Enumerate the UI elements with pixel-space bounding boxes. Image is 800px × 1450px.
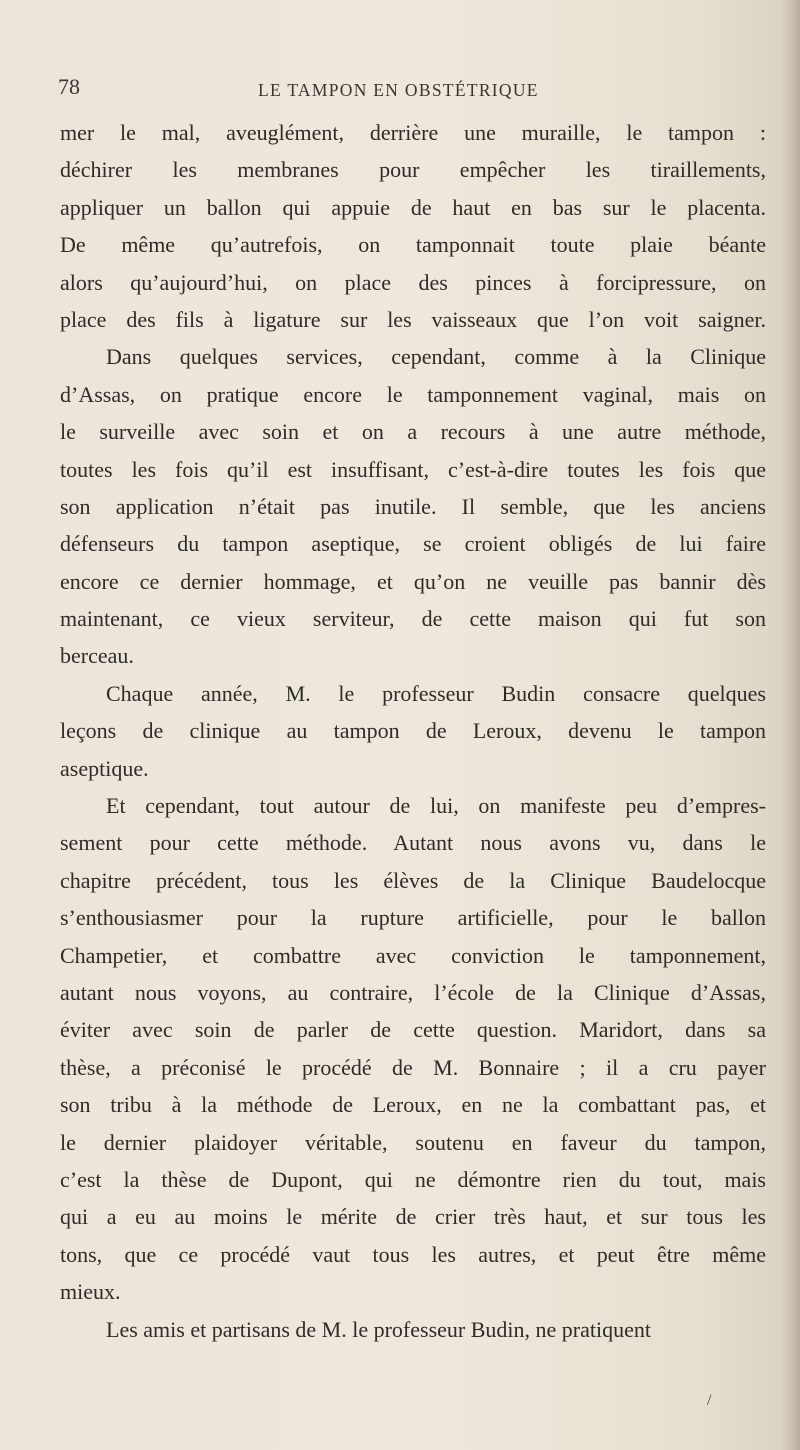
text-line: aseptique. — [60, 755, 149, 781]
text-line: c’est la thèse de Dupont, qui ne démontre rien du tout, mais — [60, 1166, 766, 1192]
text-line: chapitre précédent, tous les élèves de la Clinique Baudelocque — [60, 867, 766, 893]
text-line: thèse, a préconisé le procédé de M. Bonnaire ; il a cru payer — [60, 1054, 766, 1080]
text-line: place des fils à ligature sur les vaisseaux que l’on voit saigner. — [60, 306, 766, 332]
text-line: sement pour cette méthode. Autant nous avons vu, dans le — [60, 830, 766, 856]
text-line: mieux. — [60, 1279, 121, 1305]
text-line: Les amis et partisans de M. le professeur Budin, ne pratiquent — [106, 1316, 651, 1342]
text-line: défenseurs du tampon aseptique, se croient obligés de lui faire — [60, 531, 766, 557]
text-line: Champetier, et combattre avec conviction le tamponnement, — [60, 942, 766, 968]
text-line: éviter avec soin de parler de cette question. Maridort, dans sa — [60, 1017, 766, 1043]
text-line: berceau. — [60, 643, 134, 669]
text-line: le surveille avec soin et on a recours à une autre méthode, — [60, 419, 766, 445]
text-line: déchirer les membranes pour empêcher les tiraillements, — [60, 157, 766, 183]
page-number: 78 — [58, 74, 80, 99]
text-line: De même qu’autrefois, on tamponnait toute plaie béante — [60, 232, 766, 258]
text-line: leçons de clinique au tampon de Leroux, devenu le tampon — [60, 718, 766, 744]
text-line: qui a eu au moins le mérite de crier très haut, et sur tous les — [60, 1204, 766, 1230]
text-line: appliquer un ballon qui appuie de haut en bas sur le placenta. — [60, 194, 766, 220]
body-text — [60, 114, 766, 1348]
text-line: maintenant, ce vieux serviteur, de cette maison qui fut son — [60, 606, 766, 632]
text-line: Chaque année, M. le professeur Budin consacre quelques — [106, 680, 766, 706]
stray-ink-mark: / — [707, 1392, 712, 1409]
text-line: Et cependant, tout autour de lui, on manifeste peu d’empres- — [106, 793, 766, 819]
text-line: Dans quelques services, cependant, comme à la Clinique — [106, 344, 766, 370]
text-line: autant nous voyons, au contraire, l’école de la Clinique d’Assas, — [60, 979, 766, 1005]
text-line: le dernier plaidoyer véritable, soutenu en faveur du tampon, — [60, 1129, 766, 1155]
text-line: d’Assas, on pratique encore le tamponnement vaginal, mais on — [60, 381, 766, 407]
text-line: encore ce dernier hommage, et qu’on ne veuille pas bannir dès — [60, 568, 766, 594]
text-line: tons, que ce procédé vaut tous les autres, et peut être même — [60, 1241, 766, 1267]
page-edge-shadow — [782, 0, 800, 1450]
running-title: LE TAMPON EN OBSTÉTRIQUE — [258, 80, 539, 100]
text-line: son tribu à la méthode de Leroux, en ne la combattant pas, et — [60, 1092, 766, 1118]
text-line: alors qu’aujourd’hui, on place des pinces à forcipressure, on — [60, 269, 766, 295]
text-line: mer le mal, aveuglément, derrière une muraille, le tampon : — [60, 120, 766, 145]
text-line: son application n’était pas inutile. Il semble, que les anciens — [60, 493, 766, 519]
text-line: toutes les fois qu’il est insuffisant, c’est-à-dire toutes les fois que — [60, 456, 766, 482]
text-line: s’enthousiasmer pour la rupture artificielle, pour le ballon — [60, 905, 766, 931]
